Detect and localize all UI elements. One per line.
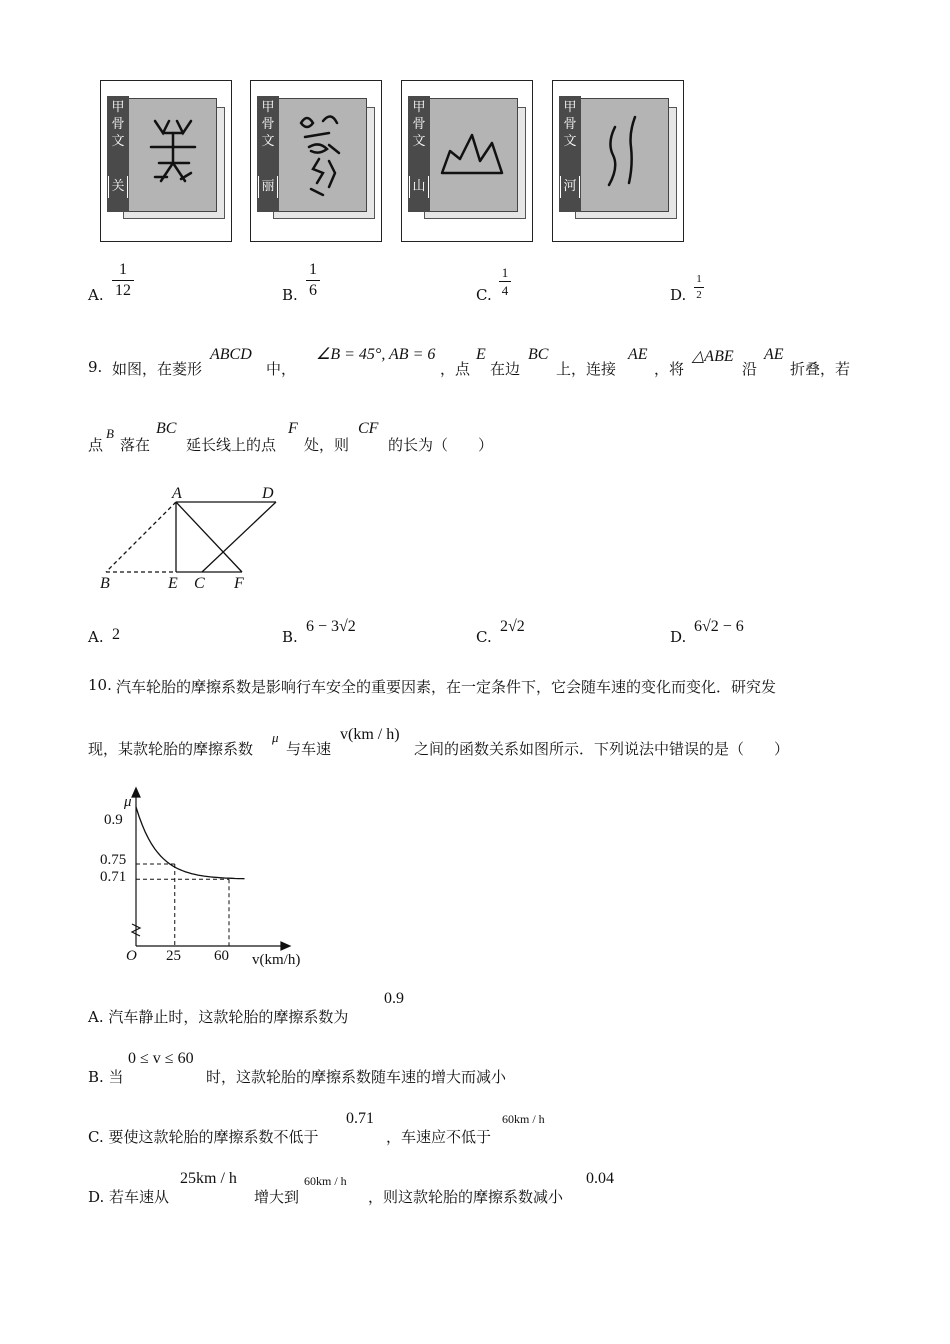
q10-option-d-text3: ，则这款轮胎的摩擦系数减小 bbox=[368, 1188, 564, 1206]
q8-option-c-fraction bbox=[499, 266, 511, 297]
point-c-label: C bbox=[194, 575, 205, 592]
q9-math: BC bbox=[528, 346, 549, 363]
q9-math: B bbox=[106, 426, 114, 441]
q9-option-a-letter: A. bbox=[88, 628, 104, 646]
point-a-label: A bbox=[172, 485, 182, 502]
q8-option-a-fraction bbox=[112, 262, 134, 299]
q10-option-d-value: 25km / h bbox=[180, 1170, 237, 1187]
q9-math: BC bbox=[156, 420, 177, 437]
y-tick-label: 0.9 bbox=[104, 812, 123, 828]
q9-text: ，将 bbox=[654, 360, 685, 378]
x-tick-label: 60 bbox=[214, 948, 229, 964]
numerator: 1 bbox=[696, 273, 702, 285]
q9-text: 沿 bbox=[742, 360, 758, 378]
card-modern-char: 山 bbox=[409, 176, 429, 198]
q9-math: CF bbox=[358, 420, 379, 437]
x-axis-label: v(km/h) bbox=[252, 952, 301, 968]
q8-option-d-letter: D. bbox=[670, 286, 687, 304]
q9-option-c-value: 2√2 bbox=[500, 618, 525, 635]
guan-glyph-icon bbox=[133, 103, 211, 203]
q9-math: F bbox=[288, 420, 298, 437]
card-he bbox=[552, 80, 684, 242]
card-label: 甲骨文 bbox=[412, 100, 426, 149]
q9-option-d-letter: D. bbox=[670, 628, 687, 646]
point-b-label: B bbox=[100, 575, 110, 592]
shan-glyph-icon bbox=[434, 103, 512, 203]
q10-option-d-value3: 0.04 bbox=[586, 1170, 614, 1187]
segment-ab-dashed bbox=[106, 502, 176, 572]
q10-math-mu: μ bbox=[272, 730, 279, 745]
card-li bbox=[250, 80, 382, 242]
point-d-label: D bbox=[262, 485, 274, 502]
denominator: 4 bbox=[501, 283, 509, 298]
q9-text: 点 bbox=[88, 436, 104, 454]
q9-math: △ABE bbox=[692, 348, 734, 365]
q10-option-d-value2: 60km / h bbox=[304, 1174, 347, 1188]
q10-option-c-value: 0.71 bbox=[346, 1110, 374, 1127]
q9-math: ∠B = 45°, AB = 6 bbox=[316, 346, 436, 363]
y-tick-label: 0.71 bbox=[100, 869, 127, 885]
q10-option-a-text: A. 汽车静止时，这款轮胎的摩擦系数为 bbox=[88, 1008, 349, 1026]
q10-option-c-value2: 60km / h bbox=[502, 1112, 545, 1126]
q9-text: 中， bbox=[266, 360, 297, 378]
segment-af bbox=[176, 502, 242, 572]
q10-math-v: v(km / h) bbox=[340, 726, 400, 743]
origin-label: O bbox=[126, 948, 137, 964]
q9-option-c-letter: C. bbox=[476, 628, 492, 646]
denominator: 6 bbox=[309, 282, 317, 299]
q9-text: 落在 bbox=[120, 436, 151, 454]
q9-rhombus-figure bbox=[90, 480, 290, 592]
q9-option-b-value: 6 − 3√2 bbox=[306, 618, 356, 635]
card-label: 甲骨文 bbox=[261, 100, 275, 149]
numerator: 1 bbox=[501, 265, 509, 280]
q10-line1: 汽车轮胎的摩擦系数是影响行车安全的重要因素，在一定条件下，它会随车速的变化而变化．研究发 bbox=[116, 678, 777, 696]
q9-option-b-letter: B. bbox=[282, 628, 298, 646]
point-f-label: F bbox=[234, 575, 244, 592]
q9-text: 如图，在菱形 bbox=[112, 360, 203, 378]
card-modern-char: 河 bbox=[560, 176, 580, 198]
li-glyph-icon bbox=[283, 103, 361, 203]
q9-text: 上，连接 bbox=[556, 360, 617, 378]
q9-math: AE bbox=[628, 346, 648, 363]
q9-text: ，点 bbox=[440, 360, 471, 378]
card-guan bbox=[100, 80, 232, 242]
q8-option-d-fraction bbox=[694, 274, 704, 301]
numerator: 1 bbox=[309, 261, 317, 278]
q10-option-d-text: D. 若车速从 bbox=[88, 1188, 170, 1206]
x-axis-arrow bbox=[281, 942, 290, 950]
q10-text: 之间的函数关系如图所示．下列说法中错误的是（ ） bbox=[414, 740, 790, 758]
point-e-label: E bbox=[168, 575, 178, 592]
q8-option-a-letter: A. bbox=[88, 286, 104, 304]
card-label: 甲骨文 bbox=[111, 100, 125, 149]
q10-text: 现，某款轮胎的摩擦系数 bbox=[88, 740, 254, 758]
card-modern-char: 关 bbox=[108, 176, 128, 198]
q10-number: 10. bbox=[88, 676, 112, 694]
q9-math: AE bbox=[764, 346, 784, 363]
q9-option-d-value: 6√2 − 6 bbox=[694, 618, 744, 635]
q10-friction-chart bbox=[96, 786, 336, 970]
q10-option-c-text: C. 要使这款轮胎的摩擦系数不低于 bbox=[88, 1128, 319, 1146]
q8-option-b-letter: B. bbox=[282, 286, 298, 304]
axis-break bbox=[132, 924, 140, 936]
q9-math: ABCD bbox=[210, 346, 252, 363]
q10-option-c-text2: ，车速应不低于 bbox=[386, 1128, 492, 1146]
friction-curve bbox=[136, 807, 245, 879]
q10-option-a-value: 0.9 bbox=[384, 990, 404, 1007]
segment-dc bbox=[202, 502, 276, 572]
card-shan bbox=[401, 80, 533, 242]
q10-option-d-text2: 增大到 bbox=[254, 1188, 300, 1206]
q9-text: 在边 bbox=[490, 360, 521, 378]
q9-option-a-value: 2 bbox=[112, 626, 120, 643]
x-tick-label: 25 bbox=[166, 948, 181, 964]
q10-option-b-text: 时，这款轮胎的摩擦系数随车速的增大而减小 bbox=[206, 1068, 507, 1086]
q9-text: 处，则 bbox=[304, 436, 350, 454]
card-label: 甲骨文 bbox=[563, 100, 577, 149]
denominator: 2 bbox=[696, 289, 702, 301]
q8-option-b-fraction bbox=[306, 262, 320, 299]
q10-text: 与车速 bbox=[286, 740, 332, 758]
y-axis-label: μ bbox=[124, 794, 132, 810]
card-modern-char: 丽 bbox=[258, 176, 278, 198]
y-axis-arrow bbox=[132, 788, 140, 797]
q8-option-c-letter: C. bbox=[476, 286, 492, 304]
q10-option-b-math: 0 ≤ v ≤ 60 bbox=[128, 1050, 194, 1067]
q10-option-b-prefix: B. 当 bbox=[88, 1068, 124, 1086]
denominator: 12 bbox=[115, 282, 131, 299]
q9-text: 的长为（ ） bbox=[388, 436, 494, 454]
y-tick-label: 0.75 bbox=[100, 852, 127, 868]
he-glyph-icon bbox=[585, 103, 663, 203]
q9-text: 折叠，若 bbox=[790, 360, 851, 378]
numerator: 1 bbox=[119, 261, 127, 278]
q9-math: E bbox=[476, 346, 486, 363]
q9-number: 9. bbox=[88, 358, 103, 376]
q9-text: 延长线上的点 bbox=[186, 436, 277, 454]
